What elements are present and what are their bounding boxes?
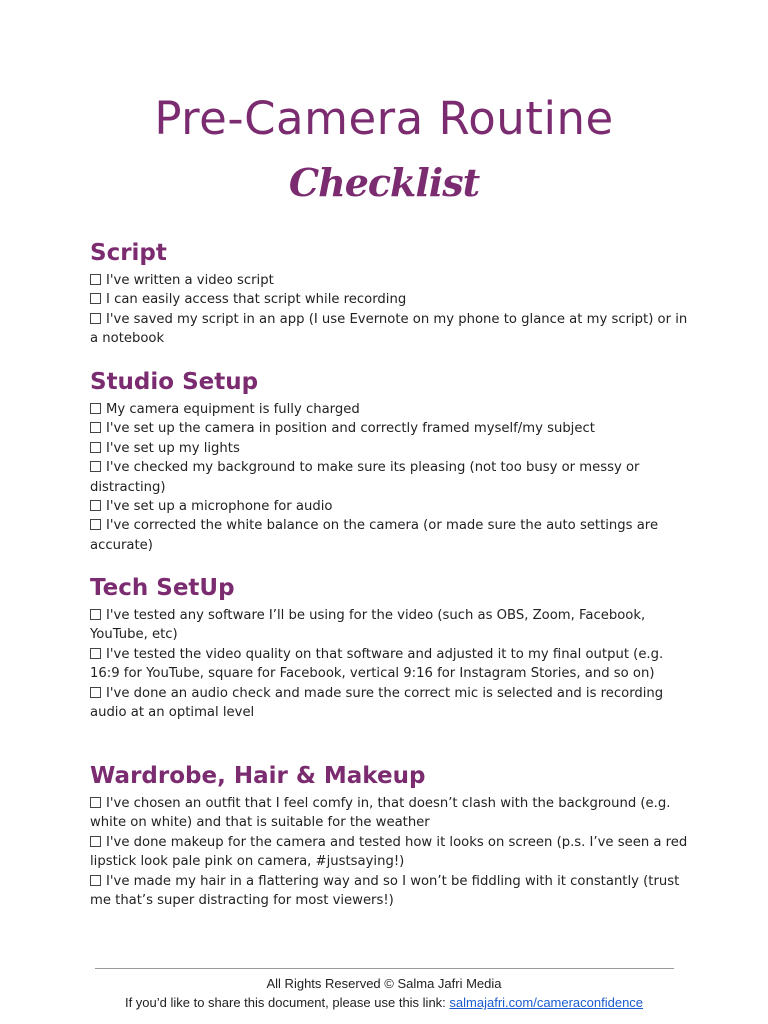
section-tech-setup: [90, 573, 690, 722]
checkbox[interactable]: [90, 648, 101, 659]
checkbox[interactable]: [90, 442, 101, 453]
checklist-item-text: I've made my hair in a flattering way and so I won’t be fiddling with it constantly (trust me that’s super distracting for most viewers!): [90, 873, 680, 909]
checklist-item: [90, 497, 690, 516]
checkbox[interactable]: [90, 274, 101, 285]
checkbox[interactable]: [90, 500, 101, 511]
checklist-item-text: I've done an audio check and made sure the correct mic is selected and is recording audio at an optimal level: [90, 685, 664, 721]
checklist-item: [90, 684, 690, 723]
checkbox[interactable]: [90, 422, 101, 433]
section-heading: Wardrobe, Hair & Makeup: [90, 763, 426, 789]
checklist-item-text: I've tested the video quality on that software and adjusted it to my final output (e.g. 16:9 for YouTube, square for Facebook, vertical 9:16 for Instagram Stories, and so on): [90, 646, 664, 682]
checklist-item-text: I can easily access that script while recording: [106, 292, 407, 308]
checklist-item-text: My camera equipment is fully charged: [106, 402, 360, 417]
checkbox[interactable]: [90, 875, 101, 886]
section-script: [90, 238, 690, 349]
section-heading: Script: [90, 240, 167, 266]
section-wardrobe: [90, 761, 690, 910]
checklist-item-text: I've saved my script in an app (I use Evernote on my phone to glance at my script) or in a notebook: [90, 311, 688, 347]
checklist-item: [90, 290, 690, 309]
footer-divider: [95, 968, 674, 969]
checklist-item: [90, 400, 690, 419]
footer-share-text: If you’d like to share this document, please use this link:: [124, 995, 450, 1010]
page-title: Pre-Camera Routine: [154, 92, 614, 145]
checkbox[interactable]: [90, 293, 101, 304]
checklist-item: [90, 516, 690, 555]
checklist-item: [90, 645, 690, 684]
checklist-item-text: I've chosen an outfit that I feel comfy in, that doesn’t clash with the background (e.g. white on white) and that is suitable for the weather: [90, 796, 671, 831]
checklist-item: [90, 419, 690, 438]
checklist-item: [90, 794, 690, 833]
checkbox[interactable]: [90, 836, 101, 847]
checkbox[interactable]: [90, 313, 101, 324]
share-link[interactable]: salmajafri.com/cameraconfidence: [449, 995, 644, 1010]
checkbox[interactable]: [90, 403, 101, 414]
checklist-item-text: I've tested any software I’ll be using for the video (such as OBS, Zoom, Facebook, YouTube, etc): [90, 608, 646, 643]
checklist-item-text: I've set up the camera in position and correctly framed myself/my subject: [106, 421, 595, 437]
checklist-item: [90, 458, 690, 497]
page-subtitle: Checklist: [288, 160, 480, 205]
section-heading: Tech SetUp: [90, 575, 235, 601]
checklist-item: [90, 872, 690, 911]
checklist-item: [90, 310, 690, 349]
checklist-item: [90, 606, 690, 645]
section-studio-setup: [90, 367, 690, 555]
footer-share: [0, 995, 768, 1010]
checklist-item: [90, 271, 690, 290]
checkbox[interactable]: [90, 797, 101, 808]
checkbox[interactable]: [90, 519, 101, 530]
checklist-item-text: I've checked my background to make sure its pleasing (not too busy or messy or distracting): [90, 460, 640, 495]
checklist-item: [90, 833, 690, 872]
checkbox[interactable]: [90, 687, 101, 698]
section-heading: Studio Setup: [90, 369, 259, 395]
checklist-item-text: I've corrected the white balance on the camera (or made sure the auto settings are accurate): [90, 518, 659, 553]
footer-rights: All Rights Reserved © Salma Jafri Media: [266, 976, 502, 991]
checklist-item-text: I've set up my lights: [106, 440, 240, 456]
checklist-item-text: I've written a video script: [106, 273, 274, 288]
checklist-item: [90, 439, 690, 458]
checklist-item-text: I've set up a microphone for audio: [106, 499, 333, 515]
checklist-item-text: I've done makeup for the camera and tested how it looks on screen (p.s. I’ve seen a red lipstick look pale pink on camera, #justsaying!): [90, 834, 688, 870]
checkbox[interactable]: [90, 609, 101, 620]
checkbox[interactable]: [90, 461, 101, 472]
